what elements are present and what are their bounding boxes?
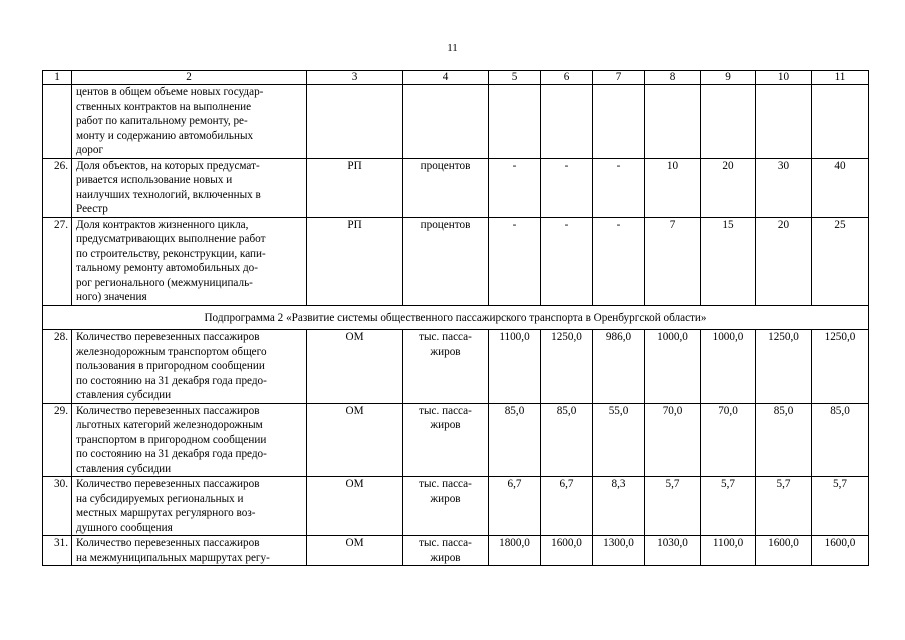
unit-of-measure: тыс. пасса- жиров — [403, 403, 489, 477]
indicator-value: 1100,0 — [701, 536, 756, 566]
indicator-name: Количество перевезенных пассажиров на субсидируемых региональных и местных маршрутах регулярного воз- душного сообщения — [72, 477, 307, 536]
column-header: 4 — [403, 71, 489, 85]
indicator-value: 5,7 — [812, 477, 869, 536]
indicator-name: центов в общем объеме новых государ- ственных контрактов на выполнение работ по капитальному ремонту, ре- монту и содержанию автомобильных дорог — [72, 85, 307, 159]
indicator-value: 10 — [645, 158, 701, 217]
row-number: 31. — [43, 536, 72, 566]
indicator-value: 40 — [812, 158, 869, 217]
indicator-value: 85,0 — [812, 403, 869, 477]
indicator-value: 5,7 — [645, 477, 701, 536]
indicator-value: 1600,0 — [756, 536, 812, 566]
indicator-value — [645, 85, 701, 159]
responsible-code: ОМ — [307, 477, 403, 536]
column-header: 3 — [307, 71, 403, 85]
indicator-name: Количество перевезенных пассажиров железнодорожным транспортом общего пользования в пригородном сообщении по состоянию на 31 декабря года предо- ставления субсидии — [72, 330, 307, 404]
indicator-value: 1000,0 — [645, 330, 701, 404]
unit-of-measure: процентов — [403, 158, 489, 217]
indicator-value: 6,7 — [489, 477, 541, 536]
row-number: 28. — [43, 330, 72, 404]
unit-of-measure: процентов — [403, 217, 489, 305]
indicator-value: 1250,0 — [756, 330, 812, 404]
indicator-value: 85,0 — [489, 403, 541, 477]
indicator-value — [541, 85, 593, 159]
table-row — [43, 403, 869, 477]
indicator-name: Количество перевезенных пассажиров льготных категорий железнодорожным транспортом в пригородном сообщении по состоянию на 31 декабря года предо- ставления субсидии — [72, 403, 307, 477]
column-header: 6 — [541, 71, 593, 85]
responsible-code: ОМ — [307, 330, 403, 404]
indicator-value: 30 — [756, 158, 812, 217]
row-number — [43, 85, 72, 159]
indicator-value: 70,0 — [701, 403, 756, 477]
indicator-value: 986,0 — [593, 330, 645, 404]
responsible-code: ОМ — [307, 403, 403, 477]
indicator-value: 1300,0 — [593, 536, 645, 566]
indicator-value: 6,7 — [541, 477, 593, 536]
column-header: 9 — [701, 71, 756, 85]
subprogram-heading-row — [43, 305, 869, 330]
indicator-name: Доля объектов, на которых предусмат- ривается использование новых и наилучших технологий, включенных в Реестр — [72, 158, 307, 217]
table-row — [43, 85, 869, 159]
column-number-row — [43, 71, 869, 85]
indicator-value: 5,7 — [756, 477, 812, 536]
unit-of-measure — [403, 85, 489, 159]
indicator-value: - — [489, 217, 541, 305]
column-header: 11 — [812, 71, 869, 85]
column-header: 1 — [43, 71, 72, 85]
indicator-value: 55,0 — [593, 403, 645, 477]
responsible-code — [307, 85, 403, 159]
table-row — [43, 158, 869, 217]
row-number: 29. — [43, 403, 72, 477]
column-header: 7 — [593, 71, 645, 85]
column-header: 8 — [645, 71, 701, 85]
indicator-value: 85,0 — [756, 403, 812, 477]
indicator-value: - — [593, 158, 645, 217]
indicator-value: 20 — [756, 217, 812, 305]
table-row — [43, 330, 869, 404]
indicator-value: 85,0 — [541, 403, 593, 477]
unit-of-measure: тыс. пасса- жиров — [403, 536, 489, 566]
column-header: 10 — [756, 71, 812, 85]
indicator-value: 1250,0 — [812, 330, 869, 404]
indicator-value: 5,7 — [701, 477, 756, 536]
indicator-value: 1800,0 — [489, 536, 541, 566]
responsible-code: ОМ — [307, 536, 403, 566]
indicator-value: - — [541, 158, 593, 217]
indicator-name: Доля контрактов жизненного цикла, предусматривающих выполнение работ по строительству, реконструкции, капи- тальному ремонту автомобильных до- рог регионального (межмуниципаль- ного) значения — [72, 217, 307, 305]
table-row — [43, 536, 869, 566]
indicator-value — [489, 85, 541, 159]
indicator-value — [701, 85, 756, 159]
indicator-value: 25 — [812, 217, 869, 305]
indicator-value: 8,3 — [593, 477, 645, 536]
indicators-table — [42, 70, 869, 566]
table-row — [43, 477, 869, 536]
indicator-value: 20 — [701, 158, 756, 217]
subprogram-title: Подпрограмма 2 «Развитие системы общественного пассажирского транспорта в Оренбургской области» — [43, 305, 869, 330]
indicator-name: Количество перевезенных пассажиров на межмуниципальных маршрутах регу- — [72, 536, 307, 566]
indicator-value — [756, 85, 812, 159]
indicator-value: - — [489, 158, 541, 217]
indicator-value — [593, 85, 645, 159]
indicator-value: - — [541, 217, 593, 305]
indicator-value: 1600,0 — [541, 536, 593, 566]
indicator-value — [812, 85, 869, 159]
responsible-code: РП — [307, 217, 403, 305]
indicator-value: 70,0 — [645, 403, 701, 477]
row-number: 30. — [43, 477, 72, 536]
column-header: 2 — [72, 71, 307, 85]
indicator-value: 15 — [701, 217, 756, 305]
indicator-value: 1030,0 — [645, 536, 701, 566]
table-row — [43, 217, 869, 305]
indicator-value: 7 — [645, 217, 701, 305]
indicator-value: 1000,0 — [701, 330, 756, 404]
responsible-code: РП — [307, 158, 403, 217]
indicator-value: 1250,0 — [541, 330, 593, 404]
row-number: 27. — [43, 217, 72, 305]
indicator-value: 1100,0 — [489, 330, 541, 404]
indicator-value: 1600,0 — [812, 536, 869, 566]
row-number: 26. — [43, 158, 72, 217]
column-header: 5 — [489, 71, 541, 85]
unit-of-measure: тыс. пасса- жиров — [403, 330, 489, 404]
unit-of-measure: тыс. пасса- жиров — [403, 477, 489, 536]
indicator-value: - — [593, 217, 645, 305]
page-number: 11 — [447, 42, 458, 54]
